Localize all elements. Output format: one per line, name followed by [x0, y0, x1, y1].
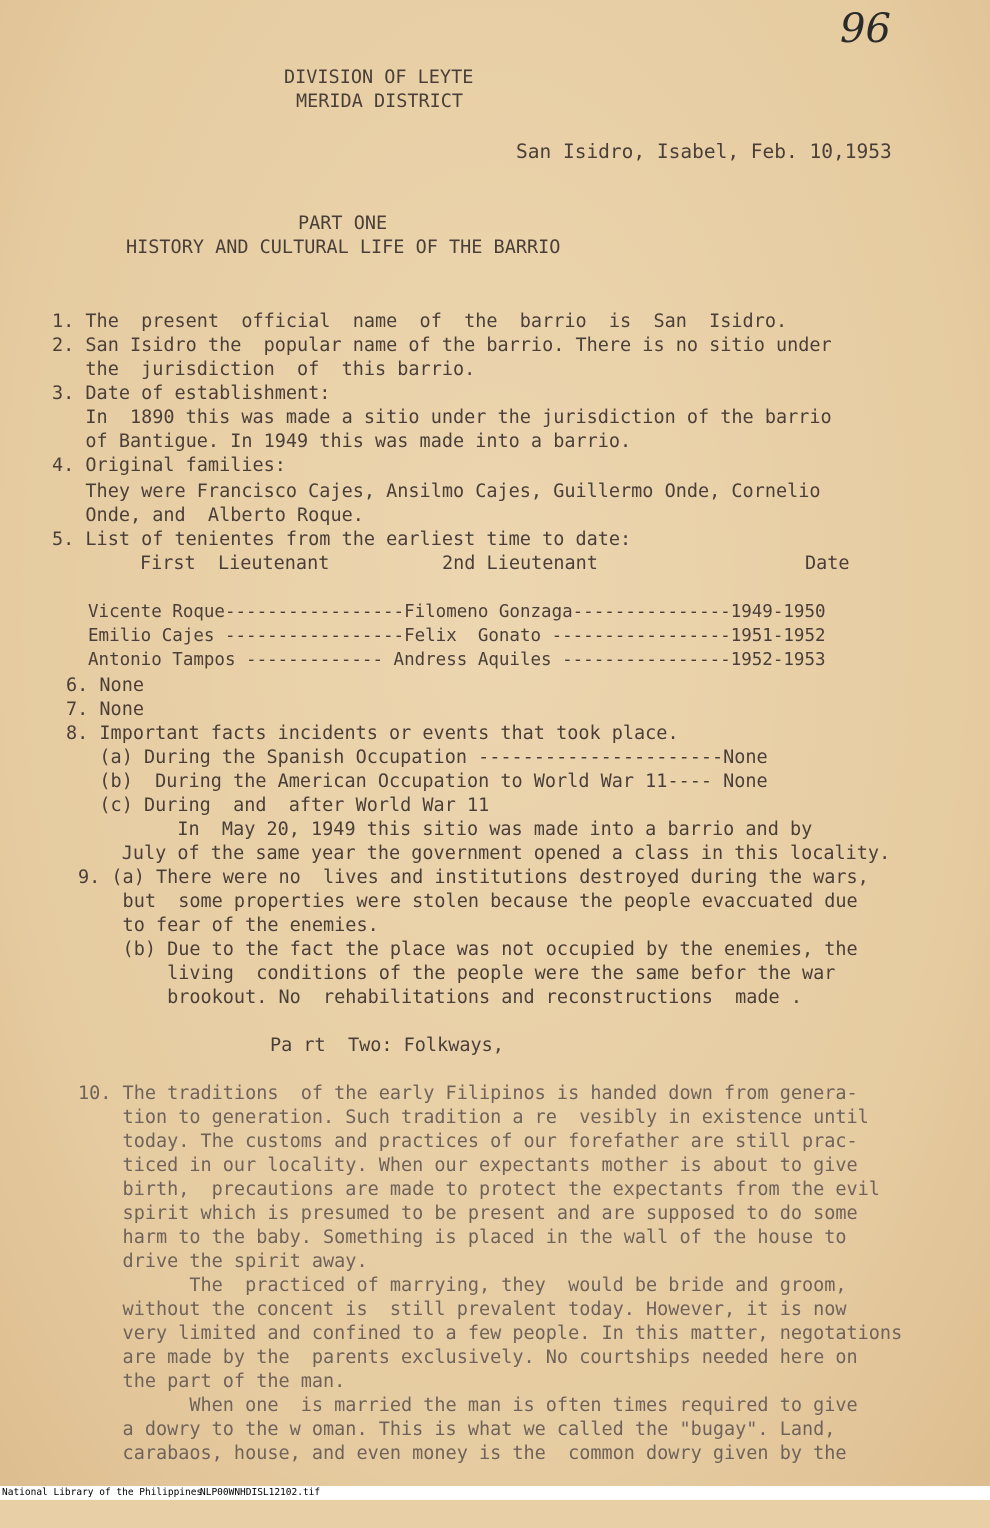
text-line: 6. None	[66, 675, 144, 696]
text-line: 2. San Isidro the popular name of the barrio. There is no sitio under	[52, 335, 832, 356]
library-credit: National Library of the Philippines	[2, 1487, 203, 1498]
text-line: the part of the man.	[78, 1371, 346, 1392]
division-heading: DIVISION OF LEYTE	[284, 67, 474, 88]
table-row: Antonio Tampos ------------- Andress Aquiles ----------------1952-1953	[88, 650, 826, 670]
part-one-subtitle: HISTORY AND CULTURAL LIFE OF THE BARRIO	[126, 237, 561, 258]
table-header-second-lieutenant: 2nd Lieutenant	[442, 553, 598, 574]
text-line: are made by the parents exclusively. No courtships needed here on	[78, 1347, 858, 1368]
page-number-handwritten: 96	[840, 6, 891, 52]
text-line: 8. Important facts incidents or events that took place.	[66, 723, 679, 744]
text-line: In 1890 this was made a sitio under the jurisdiction of the barrio	[52, 407, 832, 428]
district-heading: MERIDA DISTRICT	[296, 91, 464, 112]
text-line: 7. None	[66, 699, 144, 720]
place-date-line: San Isidro, Isabel, Feb. 10,1953	[516, 140, 892, 163]
text-line: In May 20, 1949 this sitio was made into a barrio and by	[66, 819, 813, 840]
text-line: When one is married the man is often times required to give	[78, 1395, 858, 1416]
scan-footer	[0, 1486, 990, 1500]
text-line: birth, precautions are made to protect the expectants from the evil	[78, 1179, 880, 1200]
text-line: very limited and confined to a few people. In this matter, negotations	[78, 1323, 903, 1344]
text-line: They were Francisco Cajes, Ansilmo Cajes, Guillermo Onde, Cornelio	[52, 481, 821, 502]
text-line: of Bantigue. In 1949 this was made into a barrio.	[52, 431, 632, 452]
text-line: drive the spirit away.	[78, 1251, 368, 1272]
text-line: living conditions of the people were the same befor the war	[78, 963, 836, 984]
text-line: harm to the baby. Something is placed in the wall of the house to	[78, 1227, 847, 1248]
text-line: 1. The present official name of the barrio is San Isidro.	[52, 311, 788, 332]
text-line: ticed in our locality. When our expectants mother is about to give	[78, 1155, 858, 1176]
text-line: brookout. No rehabilitations and reconstructions made .	[78, 987, 802, 1008]
text-line: 10. The traditions of the early Filipinos is handed down from genera-	[78, 1083, 858, 1104]
table-row: Vicente Roque-----------------Filomeno Gonzaga---------------1949-1950	[88, 602, 826, 622]
text-line: (a) During the Spanish Occupation ----------------------None	[66, 747, 768, 768]
text-line: (c) During and after World War 11	[66, 795, 490, 816]
file-id: NLP00WNHDISL12102.tif	[200, 1487, 321, 1498]
text-line: but some properties were stolen because the people evaccuated due	[78, 891, 858, 912]
table-header-date: Date	[805, 553, 850, 574]
text-line: July of the same year the government opened a class in this locality.	[66, 843, 891, 864]
text-line: the jurisdiction of this barrio.	[52, 359, 476, 380]
text-line: The practiced of marrying, they would be bride and groom,	[78, 1275, 847, 1296]
text-line: 4. Original families:	[52, 455, 286, 476]
text-line: Onde, and Alberto Roque.	[52, 505, 364, 526]
text-line: a dowry to the w oman. This is what we called the "bugay". Land,	[78, 1419, 836, 1440]
text-line: 3. Date of establishment:	[52, 383, 331, 404]
text-line: spirit which is presumed to be present and are supposed to do some	[78, 1203, 858, 1224]
text-line: tion to generation. Such tradition a re vesibly in existence until	[78, 1107, 869, 1128]
text-line: to fear of the enemies.	[78, 915, 379, 936]
text-line: carabaos, house, and even money is the common dowry given by the	[78, 1443, 847, 1464]
text-line: (b) Due to the fact the place was not occupied by the enemies, the	[78, 939, 858, 960]
text-line: 5. List of tenientes from the earliest time to date:	[52, 529, 632, 550]
part-one-title: PART ONE	[298, 213, 388, 234]
text-line: without the concent is still prevalent today. However, it is now	[78, 1299, 847, 1320]
table-header-first-lieutenant: First Lieutenant	[140, 553, 330, 574]
text-line: 9. (a) There were no lives and institutions destroyed during the wars,	[78, 867, 869, 888]
text-line: today. The customs and practices of our forefather are still prac-	[78, 1131, 858, 1152]
part-two-title: Pa rt Two: Folkways,	[270, 1035, 504, 1056]
text-line: (b) During the American Occupation to World War 11---- None	[66, 771, 768, 792]
table-row: Emilio Cajes -----------------Felix Gonato -----------------1951-1952	[88, 626, 826, 646]
